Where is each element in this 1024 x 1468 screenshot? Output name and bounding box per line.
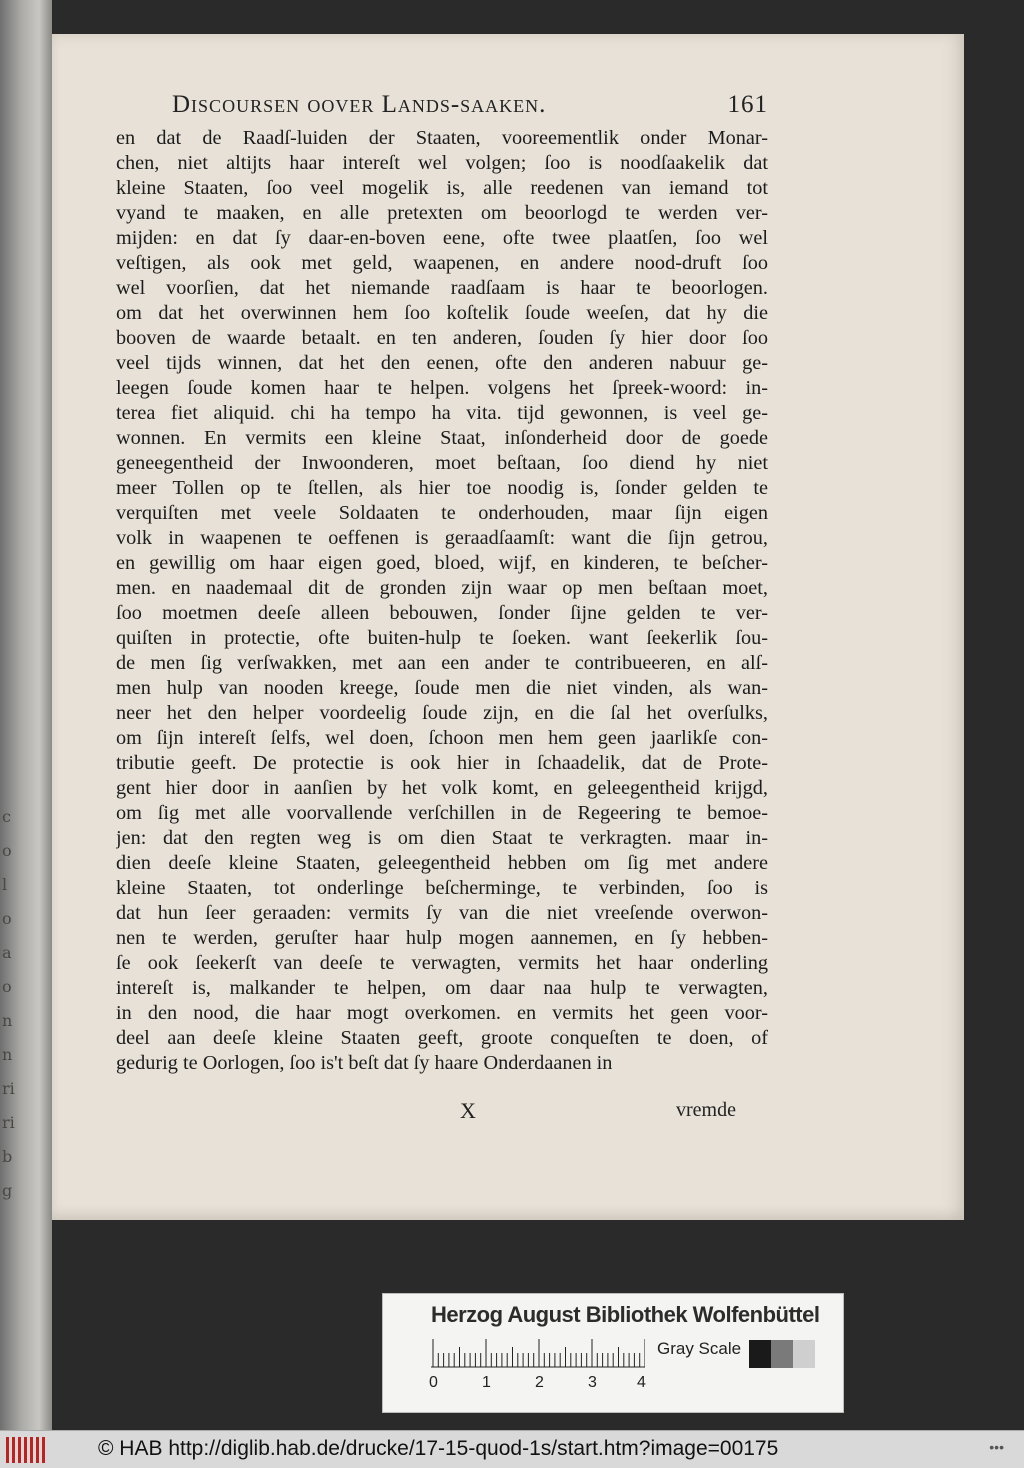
text-line: meer Tollen op te ſtellen, als hier toe noodig is, ſonder gelden te [116, 477, 768, 499]
page-number: 161 [727, 91, 768, 118]
text-line: vyand te maaken, en alle pretexten om beoorlogd te werden ver- [116, 202, 768, 224]
edge-letter: o [2, 841, 12, 860]
text-line: men hulp van nooden kreege, ſoude men die niet vinden, als wan- [116, 677, 768, 699]
text-line: nen te werden, geruſter haar hulp mogen aannemen, en ſy hebben- [116, 927, 768, 949]
edge-letter: o [2, 977, 12, 996]
library-name: Herzog August Bibliothek Wolfenbüttel [431, 1302, 820, 1327]
text-line: om ſijn intereſt ſelfs, wel doen, ſchoon men hem geen jaarlikſe con- [116, 727, 768, 749]
text-line: volk in waapenen te oeffenen is geraadſaamſt: want die ſijn getrou, [116, 527, 768, 549]
text-line: in den nood, die haar mogt overkomen. en vermits het geen voor- [116, 1002, 768, 1024]
edge-letter: ri [2, 1113, 15, 1132]
text-line: dien deeſe kleine Staaten, geleegentheid hebben om ſig met andere [116, 852, 768, 874]
text-line: kleine Staaten, ſoo veel mogelik is, alle reedenen van iemand tot [116, 177, 768, 199]
running-header [172, 91, 768, 121]
gray-swatch-dark [749, 1340, 771, 1368]
scale-stamp [382, 1293, 844, 1413]
text-line: quiſten in protectie, ofte buiten-hulp te ſoeken. want ſeekerlik ſou- [116, 627, 768, 649]
text-line: gedurig te Oorlogen, ſoo is't beſt dat ſy haare Onderdaanen in [116, 1052, 613, 1074]
text-line: leegen ſoude komen haar te helpen. volgens het ſpreek-woord: in- [116, 377, 768, 399]
text-line: mijden: en dat ſy daar-en-boven eene, ofte twee plaatſen, ſoo wel [116, 227, 768, 249]
running-title: Discoursen oover Lands-saaken. [172, 91, 547, 118]
catchword: vremde [676, 1099, 736, 1121]
ruler-label: 3 [588, 1374, 597, 1391]
edge-letter: n [2, 1045, 13, 1064]
text-line: om dat het overwinnen hem ſoo koſtelik ſoude weeſen, dat hy die [116, 302, 768, 324]
ruler-label: 0 [429, 1374, 438, 1391]
edge-letter: l [2, 875, 8, 894]
text-line: intereſt is, malkander te helpen, om daar naa hulp te verwagten, [116, 977, 768, 999]
text-line: jen: dat den regten weg is om dien Staat te verkragten. maar in- [116, 827, 768, 849]
text-line: veſtigen, als ook met geld, waapenen, en andere nood-druft ſoo [116, 252, 768, 274]
edge-letter: ri [2, 1079, 15, 1098]
text-line: geneegentheid der Inwoonderen, moet beſtaan, ſoo diend hy niet [116, 452, 768, 474]
text-line: deel aan deeſe kleine Staaten geeft, groote conqueſten te doen, of [116, 1027, 768, 1049]
gray-swatch-mid [771, 1340, 793, 1368]
adjacent-page-letters [2, 800, 16, 1208]
text-line: gent hier door in aanſien by het volk komt, en geleegentheid krijgd, [116, 777, 768, 799]
more-dots-icon[interactable]: ••• [989, 1439, 1004, 1455]
text-line: veel tijds winnen, dat het den eenen, ofte den anderen nabuur ge- [116, 352, 768, 374]
text-line: en gewillig om haar eigen goed, bloed, wijf, en kinderen, te beſcher- [116, 552, 768, 574]
ruler-scale [431, 1338, 645, 1368]
text-line: dat hun ſeer geraaden: vermits ſy van die niet vreeſende overwon- [116, 902, 768, 924]
edge-letter: c [2, 807, 11, 826]
edge-letter: g [2, 1181, 13, 1200]
text-line: en dat de Raadſ-luiden der Staaten, vooreementlik onder Monar- [116, 127, 768, 149]
text-line: ſoo moetmen deeſe alleen bebouwen, ſonder ſijne gelden te ver- [116, 602, 768, 624]
adjacent-page-edge [0, 0, 52, 1430]
edge-letter: o [2, 909, 12, 928]
body-text [116, 126, 768, 1076]
text-line: tributie geeft. De protectie is ook hier in ſchaadelik, dat de Prote- [116, 752, 768, 774]
ruler-label: 4 [637, 1374, 646, 1391]
ruler-label: 1 [482, 1374, 491, 1391]
text-line: booven de waarde betaalt. en ten anderen, ſouden ſy hier door ſoo [116, 327, 768, 349]
text-line: verquiſten met veele Soldaaten te onderhouden, maar ſijn eigen [116, 502, 768, 524]
viewer-footer [0, 1430, 1024, 1468]
hab-logo-icon [6, 1437, 48, 1463]
gray-scale-label: Gray Scale [657, 1339, 742, 1358]
edge-letter: a [2, 943, 12, 962]
text-line: de men ſig verſwakken, met aan een ander te contribueeren, en alſ- [116, 652, 768, 674]
text-line: kleine Staaten, tot onderlinge beſcherminge, te verbinden, ſoo is [116, 877, 768, 899]
text-line: neer het den helper voordeelig ſoude zijn, en die ſal het overſulks, [116, 702, 768, 724]
text-line: om ſig met alle voorvallende verſchillen in de Regeering te bemoe- [116, 802, 768, 824]
signature-mark: X [460, 1098, 476, 1123]
copyright-url[interactable]: © HAB http://diglib.hab.de/drucke/17-15-quod-1s/start.htm?image=00175 [98, 1437, 779, 1460]
text-line: chen, niet altijts haar intereſt wel volgen; ſoo is noodſaakelik dat [116, 152, 768, 174]
edge-letter: n [2, 1011, 13, 1030]
gray-swatch-light [793, 1340, 815, 1368]
text-line: ſe ook ſeekerſt van deeſe te verwagten, vermits het haar onderling [116, 952, 768, 974]
ruler-label: 2 [535, 1374, 544, 1391]
edge-letter: b [2, 1147, 13, 1166]
text-line: wonnen. En vermits een kleine Staat, inſonderheid door de goede [116, 427, 768, 449]
text-line: terea fiet aliquid. chi ha tempo ha vita. tijd gewonnen, is veel ge- [116, 402, 768, 424]
text-line: wel voorſien, dat het niemande raadſaam is haar te beoorlogen. [116, 277, 768, 299]
text-line: men. en naademaal dit de gronden zijn waar op men beſtaan moet, [116, 577, 768, 599]
